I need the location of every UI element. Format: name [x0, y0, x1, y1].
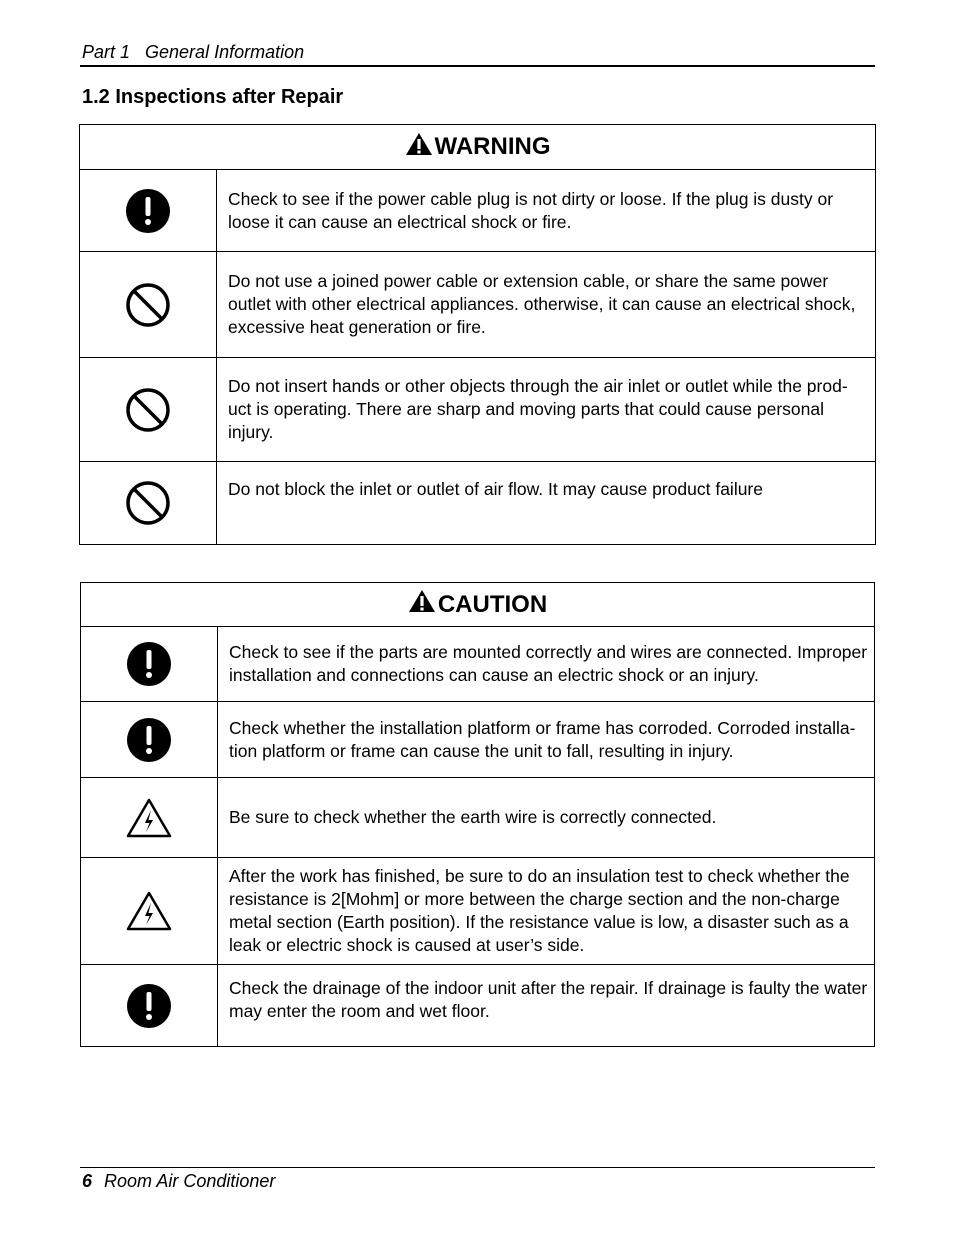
mandatory-icon: [81, 641, 217, 687]
warning-row-text: Do not insert hands or other objects through the air inlet or outlet while the prod-uct is operating. There are sharp and moving parts that could cause personal injury.: [217, 358, 876, 462]
warning-header: [80, 125, 876, 170]
electric-shock-icon: [81, 798, 217, 838]
warning-row-text: Check to see if the power cable plug is not dirty or loose. If the plug is dusty or loose it can cause an electrical shock or fire.: [217, 170, 876, 252]
page-header: Part 1 General Information: [82, 42, 305, 62]
warning-table: [79, 124, 876, 545]
warning-row-text: Do not block the inlet or outlet of air flow. It may cause product failure: [217, 462, 876, 545]
mandatory-icon: [80, 188, 216, 234]
header-rule: [80, 65, 875, 67]
footer-title: Room Air Conditioner: [104, 1171, 276, 1191]
page-number: 6: [82, 1171, 93, 1191]
footer-rule: [80, 1167, 875, 1168]
caution-row-text: Check the drainage of the indoor unit after the repair. If drainage is faulty the water may enter the room and wet floor.: [218, 965, 875, 1047]
caution-header: [81, 583, 875, 627]
mandatory-icon: [81, 983, 217, 1029]
caution-table: [80, 582, 875, 1047]
section-title: 1.2 Inspections after Repair: [82, 86, 344, 108]
caution-row-text: Check to see if the parts are mounted correctly and wires are connected. Improper installation and connections can cause an electric shock or an injury.: [218, 627, 875, 702]
page-footer: [82, 1171, 275, 1192]
warning-title: WARNING: [434, 133, 551, 160]
caution-row-text: Be sure to check whether the earth wire is correctly connected.: [218, 778, 875, 858]
prohibited-icon: [80, 387, 216, 433]
prohibited-icon: [80, 480, 216, 526]
electric-shock-icon: [81, 891, 217, 931]
caution-row-text: Check whether the installation platform or frame has corroded. Corroded installa-tion platform or frame can cause the unit to fall, resulting in injury.: [218, 702, 875, 778]
caution-row-text: After the work has finished, be sure to do an insulation test to check whether the resistance is 2[Mohm] or more between the charge section and the non-charge metal section (Earth position). If the resistance value is low, a disaster such as a leak or electric shock is caused at user’s side.: [218, 858, 875, 965]
caution-triangle-icon: [408, 589, 436, 620]
caution-title: CAUTION: [437, 590, 548, 618]
mandatory-icon: [81, 717, 217, 763]
warning-triangle-icon: [405, 132, 433, 163]
prohibited-icon: [80, 282, 216, 328]
warning-row-text: Do not use a joined power cable or extension cable, or share the same power outlet with other electrical appliances. otherwise, it can cause an electrical shock, excessive heat generation or fire.: [217, 252, 876, 358]
